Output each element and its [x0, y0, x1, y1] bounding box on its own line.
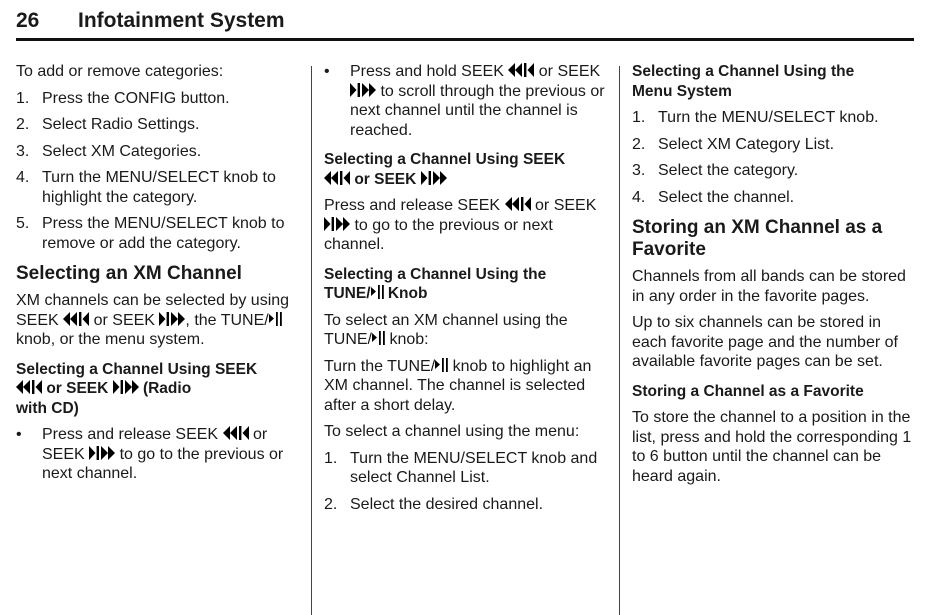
bullet: • — [16, 426, 22, 443]
page-title: Infotainment System — [78, 9, 285, 32]
heading-storing-channel-favorite: Storing a Channel as a Favorite — [632, 382, 864, 400]
menu-system-steps — [632, 108, 917, 207]
heading-seek-radio-cd — [16, 360, 301, 419]
list-item — [632, 108, 917, 128]
list-item — [16, 142, 301, 162]
seek-forward-icon — [421, 171, 447, 185]
text: Selecting a Channel Using SEEK — [16, 360, 258, 378]
text: Selecting a Channel Using SEEK — [324, 151, 566, 168]
text: to go to the previous or next channel. — [324, 216, 553, 253]
bullet: • — [324, 63, 330, 80]
list-item-text: Select XM Category List. — [658, 135, 835, 153]
seek-forward-icon — [324, 217, 350, 231]
menu-intro: To select a channel using the menu: — [324, 423, 580, 440]
seek-back-icon — [505, 197, 531, 211]
seek-forward-icon — [159, 312, 185, 326]
column-divider — [311, 66, 312, 615]
page-header — [16, 8, 914, 41]
tune-paragraph-2 — [324, 357, 609, 416]
list-item — [16, 214, 301, 253]
list-item-text — [350, 62, 609, 140]
list-item-text: Select XM Categories. — [42, 142, 202, 160]
text: SEEK — [553, 197, 597, 214]
column-divider — [619, 66, 620, 615]
text: Knob — [387, 285, 428, 302]
text: Menu System — [632, 82, 732, 100]
text: (Radio — [142, 380, 192, 397]
text: Press and release SEEK — [42, 426, 219, 443]
list-item-text: Select the channel. — [658, 188, 795, 206]
categories-intro: To add or remove categories: — [16, 63, 224, 80]
column-2 — [324, 62, 609, 521]
seek-forward-icon — [113, 380, 139, 394]
heading-menu-system — [632, 62, 917, 101]
text: or SEEK — [42, 426, 268, 463]
store-paragraph-1: Channels from all bands can be stored in any order in the favorite pages. — [632, 268, 906, 305]
list-item — [632, 135, 917, 155]
heading-selecting-xm-channel: Selecting an XM Channel — [16, 263, 242, 284]
tune-paragraph-1 — [324, 311, 609, 350]
text: Press and hold SEEK — [350, 63, 504, 80]
column-1 — [16, 62, 301, 491]
list-item — [632, 188, 917, 208]
list-item — [16, 425, 301, 484]
heading-storing-favorite: Storing an XM Channel as a Favorite — [632, 217, 883, 260]
list-item-text — [42, 425, 301, 484]
text: , — [185, 311, 190, 329]
play-pause-icon — [371, 285, 384, 299]
page-number: 26 — [16, 9, 40, 32]
list-item-number: 1. — [16, 89, 30, 107]
list-item-number: 4. — [16, 169, 30, 186]
text: Press and release SEEK — [324, 197, 501, 214]
menu-steps — [324, 449, 609, 515]
text: or — [535, 197, 550, 214]
list-item — [16, 115, 301, 135]
text: knob, or the menu system. — [16, 331, 205, 348]
play-pause-icon — [372, 331, 385, 345]
list-item-text: Turn the MENU/SELECT knob and select Channel List. — [350, 449, 598, 486]
list-item-text: Press the CONFIG button. — [42, 89, 230, 107]
text: XM channels can be selected by using SEEK — [16, 292, 290, 329]
list-item — [16, 168, 301, 207]
seek-forward-icon — [350, 83, 376, 97]
list-item-text: Select Radio Settings. — [42, 116, 200, 133]
heading-seek — [324, 150, 609, 189]
categories-steps — [16, 89, 301, 254]
list-item-text: Select the category. — [658, 162, 799, 179]
text: To select an XM channel using the TUNE/ — [324, 311, 568, 348]
list-item-number: 2. — [16, 116, 30, 133]
store-paragraph-3: To store the channel to a position in the list, press and hold the corresponding 1 to 6 button until the channel can be heard again. — [632, 409, 912, 485]
list-item — [16, 89, 301, 109]
list-item — [324, 495, 609, 515]
text: knob: — [389, 331, 429, 348]
seek-back-icon — [223, 426, 249, 440]
text: or — [538, 63, 554, 80]
column-3 — [632, 62, 917, 493]
seek-paragraph — [324, 196, 609, 255]
seek-back-icon — [16, 380, 42, 394]
text: TUNE/ — [324, 285, 371, 302]
seek-forward-icon — [89, 446, 115, 460]
list-item-number: 3. — [16, 142, 30, 160]
text: Selecting a Channel Using the — [324, 265, 547, 283]
list-item — [324, 62, 609, 140]
list-item — [324, 449, 609, 488]
seek-back-icon — [63, 312, 89, 326]
heading-tune-knob — [324, 265, 609, 304]
text: knob to highlight an XM channel. The channel is selected after a short delay. — [324, 357, 592, 414]
list-item — [632, 161, 917, 181]
play-pause-icon — [269, 312, 282, 326]
text: to go to the previous or next channel. — [42, 445, 284, 482]
list-item-text: Turn the MENU/SELECT knob to highlight the category. — [42, 169, 276, 206]
list-item-text: Turn the MENU/SELECT knob. — [658, 109, 879, 126]
xm-paragraph — [16, 291, 301, 350]
text: with CD) — [16, 399, 79, 417]
list-item-number: 2. — [324, 495, 338, 513]
play-pause-icon — [435, 358, 448, 372]
store-paragraph-2: Up to six channels can be stored in each favorite page and the number of available favorite pages can be set. — [632, 314, 898, 370]
text: to scroll through the previous or next channel until the channel is reached. — [350, 82, 605, 139]
text: or SEEK — [354, 170, 417, 188]
list-item-number: 4. — [632, 188, 646, 206]
text: Selecting a Channel Using the — [632, 63, 855, 80]
seek-back-icon — [508, 63, 534, 77]
list-item-number: 1. — [632, 109, 646, 126]
text: SEEK — [557, 63, 601, 80]
list-item-text: Select the desired channel. — [350, 495, 544, 513]
text: or SEEK — [46, 380, 109, 397]
list-item-number: 2. — [632, 135, 646, 153]
text: or SEEK — [93, 311, 155, 329]
list-item-number: 1. — [324, 449, 338, 467]
list-item-number: 3. — [632, 162, 646, 179]
seek-back-icon — [324, 171, 350, 185]
list-item-number: 5. — [16, 215, 30, 232]
list-item-text: Press the MENU/SELECT knob to remove or add the category. — [42, 215, 285, 252]
text: the TUNE/ — [194, 311, 269, 329]
text: Turn the TUNE/ — [324, 357, 436, 375]
